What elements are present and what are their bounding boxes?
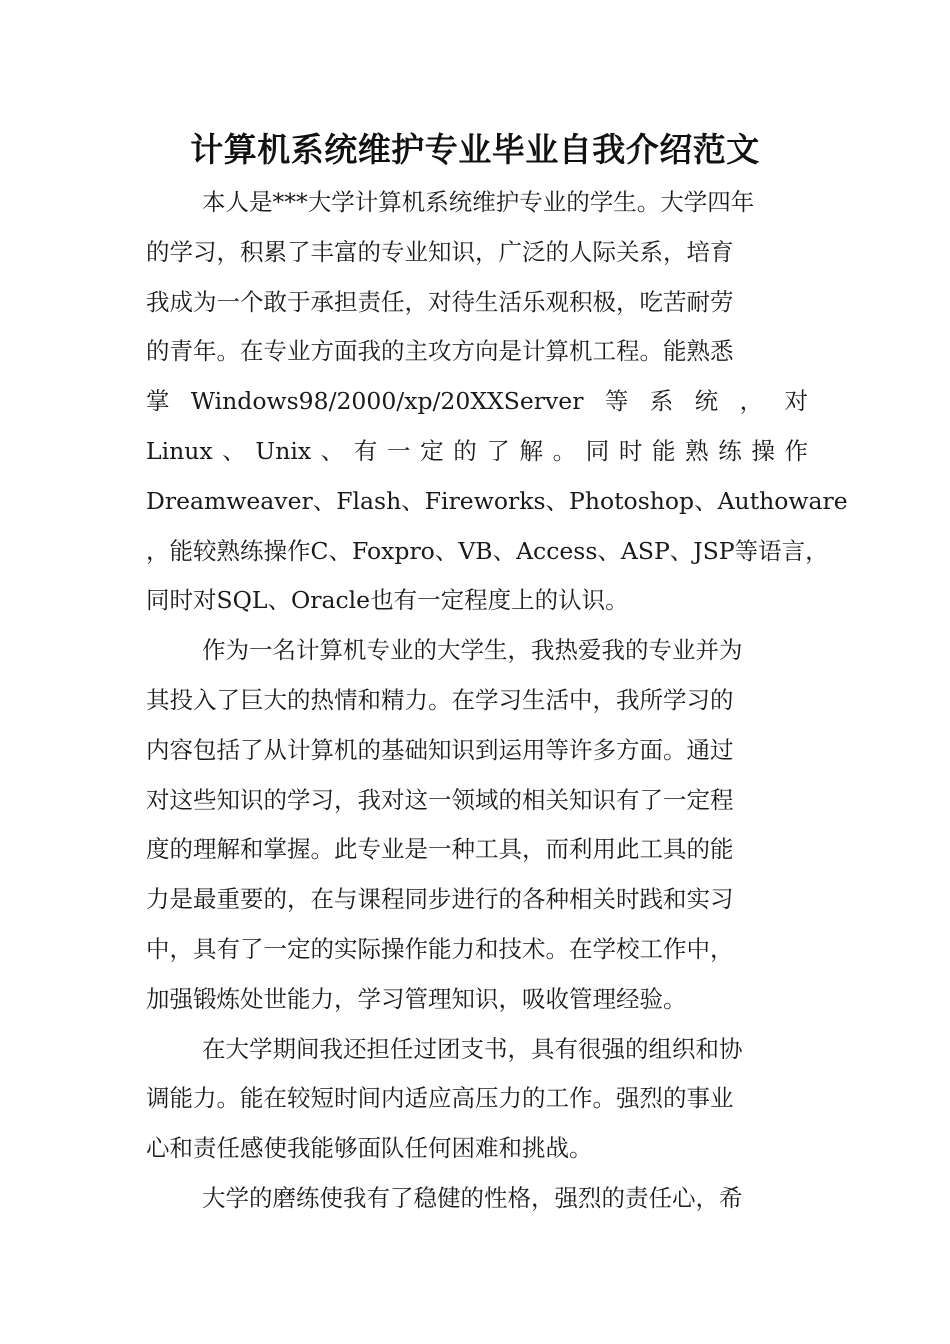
text-token: Windows98/2000/xp/20XXServer: [190, 387, 584, 416]
text-token: 对: [784, 387, 808, 416]
text-line: 大学的磨练使我有了稳健的性格，强烈的责任心，希: [202, 1183, 743, 1212]
text-token: 、: [222, 436, 246, 465]
text-token: 时: [618, 436, 643, 465]
text-token: 的: [453, 436, 477, 465]
text-token: 能: [652, 436, 676, 465]
text-token: 等: [604, 387, 629, 416]
text-line: 内容包括了从计算机的基础知识到运用等许多方面。通过: [146, 735, 734, 764]
text-line: 力是最重要的，在与课程同步进行的各种相关时践和实习: [146, 885, 734, 914]
text-token: 系: [649, 387, 674, 416]
text-line: 加强锻炼处世能力，学习管理知识，吸收管理经验。: [146, 984, 687, 1013]
text-line: 我成为一个敢于承担责任，对待生活乐观积极，吃苦耐劳: [146, 287, 734, 316]
text-line: 度的理解和掌握。此专业是一种工具，而利用此工具的能: [146, 835, 734, 864]
text-line: 同时对SQL、Oracle也有一定程度上的认识。: [146, 586, 629, 615]
document-body: [146, 178, 848, 1224]
text-token: 。: [552, 436, 577, 465]
text-token: ，: [739, 387, 764, 416]
text-token: 同: [585, 436, 610, 465]
text-token: 解: [519, 436, 543, 465]
text-line: 在大学期间我还担任过团支书，具有很强的组织和协: [202, 1034, 743, 1063]
text-line-justified: [146, 377, 808, 427]
text-token: 有: [353, 436, 378, 465]
text-token: 掌: [146, 387, 170, 416]
text-token: 了: [486, 436, 510, 465]
text-line: 心和责任感使我能够面队任何困难和挑战。: [146, 1134, 593, 1163]
text-token: 一: [387, 436, 411, 465]
text-line-justified: [146, 427, 808, 477]
text-token: 练: [718, 436, 742, 465]
text-line: 作为一名计算机专业的大学生，我热爱我的专业并为: [202, 636, 743, 665]
text-token: 、: [320, 436, 345, 465]
text-line: 的青年。在专业方面我的主攻方向是计算机工程。能熟悉: [146, 337, 734, 366]
text-line: 的学习，积累了丰富的专业知识，广泛的人际关系，培育: [146, 237, 734, 266]
text-token: 作: [784, 436, 808, 465]
text-line: 对这些知识的学习，我对这一领域的相关知识有了一定程: [146, 785, 734, 814]
text-token: Unix: [255, 436, 312, 465]
text-line: ，能较熟练操作C、Foxpro、VB、Access、ASP、JSP等语言，: [146, 536, 829, 565]
text-token: 定: [420, 436, 444, 465]
text-line: Dreamweaver、Flash、Fireworks、Photoshop、Authoware: [146, 486, 848, 515]
text-line: 其投入了巨大的热情和精力。在学习生活中，我所学习的: [146, 685, 734, 714]
text-token: 熟: [685, 436, 709, 465]
document-title: 计算机系统维护专业毕业自我介绍范文: [190, 130, 760, 169]
text-token: 操: [751, 436, 775, 465]
text-token: 统: [694, 387, 719, 416]
text-line: 调能力。能在较短时间内适应高压力的工作。强烈的事业: [146, 1084, 734, 1113]
text-line: 中，具有了一定的实际操作能力和技术。在学校工作中，: [146, 934, 734, 963]
text-token: Linux: [146, 436, 213, 465]
text-line: 本人是***大学计算机系统维护专业的学生。大学四年: [202, 188, 755, 216]
